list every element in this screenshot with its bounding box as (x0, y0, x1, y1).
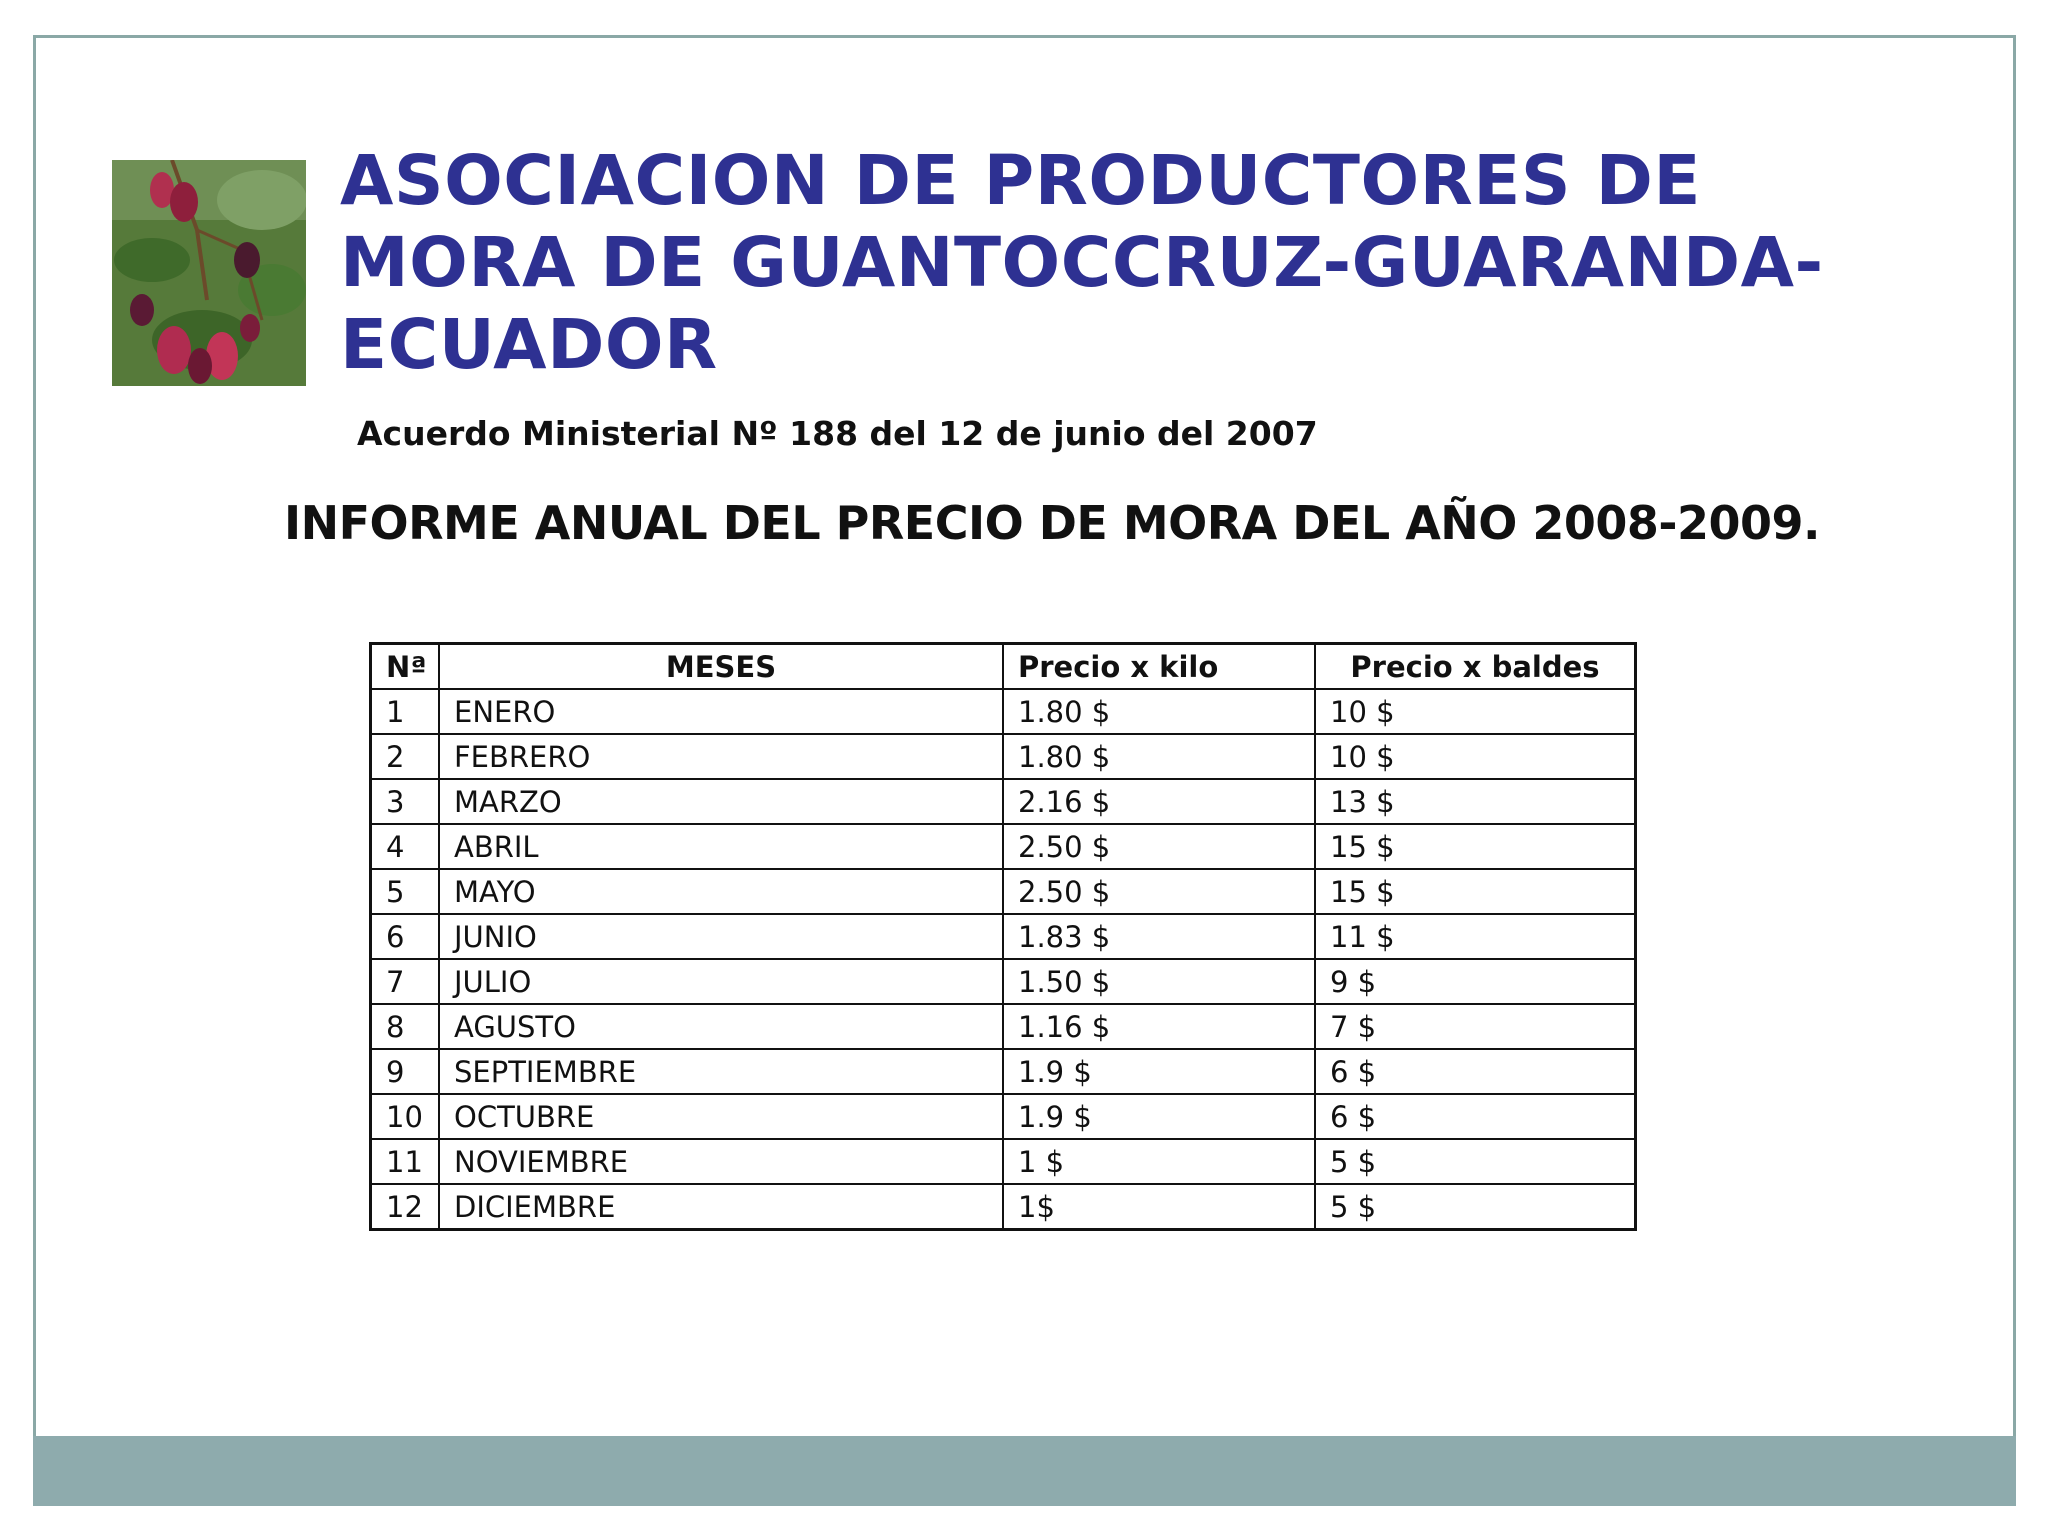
table-row (371, 1004, 1636, 1049)
header-number: Nª (371, 644, 440, 690)
cell-month: JUNIO (439, 914, 1003, 959)
cell-number: 1 (371, 689, 440, 734)
price-table (369, 642, 1637, 1231)
cell-price-kilo: 1.9 $ (1003, 1094, 1315, 1139)
cell-price-bucket: 7 $ (1315, 1004, 1636, 1049)
cell-price-bucket: 9 $ (1315, 959, 1636, 1004)
cell-month: MARZO (439, 779, 1003, 824)
table-row (371, 1094, 1636, 1139)
table-row (371, 824, 1636, 869)
cell-price-bucket: 10 $ (1315, 734, 1636, 779)
cell-month: DICIEMBRE (439, 1184, 1003, 1230)
cell-number: 2 (371, 734, 440, 779)
cell-price-kilo: 2.16 $ (1003, 779, 1315, 824)
cell-number: 7 (371, 959, 440, 1004)
table-row (371, 1139, 1636, 1184)
cell-number: 11 (371, 1139, 440, 1184)
blackberry-photo (112, 160, 306, 386)
cell-price-bucket: 13 $ (1315, 779, 1636, 824)
cell-price-kilo: 1.50 $ (1003, 959, 1315, 1004)
title-line: ECUADOR (340, 305, 718, 385)
table-row (371, 959, 1636, 1004)
cell-number: 5 (371, 869, 440, 914)
cell-price-kilo: 1.9 $ (1003, 1049, 1315, 1094)
cell-price-bucket: 5 $ (1315, 1184, 1636, 1230)
cell-number: 8 (371, 1004, 440, 1049)
table-row (371, 779, 1636, 824)
cell-number: 10 (371, 1094, 440, 1139)
cell-month: NOVIEMBRE (439, 1139, 1003, 1184)
cell-price-kilo: 2.50 $ (1003, 824, 1315, 869)
page-title (340, 140, 1840, 386)
cell-price-bucket: 10 $ (1315, 689, 1636, 734)
cell-number: 4 (371, 824, 440, 869)
title-line: MORA DE GUANTOCCRUZ-GUARANDA- (340, 223, 1824, 303)
title-line: ASOCIACION DE PRODUCTORES DE (340, 141, 1702, 221)
cell-price-kilo: 1.80 $ (1003, 734, 1315, 779)
header-price-kilo: Precio x kilo (1003, 644, 1315, 690)
cell-price-bucket: 6 $ (1315, 1049, 1636, 1094)
table-row (371, 734, 1636, 779)
cell-price-kilo: 1 $ (1003, 1139, 1315, 1184)
cell-price-bucket: 15 $ (1315, 824, 1636, 869)
cell-month: SEPTIEMBRE (439, 1049, 1003, 1094)
cell-month: MAYO (439, 869, 1003, 914)
report-title: INFORME ANUAL DEL PRECIO DE MORA DEL AÑO 2008-2009. (284, 496, 1821, 550)
table-row (371, 1184, 1636, 1230)
cell-month: FEBRERO (439, 734, 1003, 779)
cell-price-bucket: 5 $ (1315, 1139, 1636, 1184)
cell-number: 9 (371, 1049, 440, 1094)
table-row (371, 689, 1636, 734)
cell-price-kilo: 2.50 $ (1003, 869, 1315, 914)
cell-month: JULIO (439, 959, 1003, 1004)
cell-price-kilo: 1.83 $ (1003, 914, 1315, 959)
cell-price-bucket: 11 $ (1315, 914, 1636, 959)
table-header-row (371, 644, 1636, 690)
cell-month: ABRIL (439, 824, 1003, 869)
table-row (371, 914, 1636, 959)
table-row (371, 869, 1636, 914)
cell-price-bucket: 6 $ (1315, 1094, 1636, 1139)
footer-band (33, 1436, 2016, 1506)
cell-month: AGUSTO (439, 1004, 1003, 1049)
cell-number: 6 (371, 914, 440, 959)
table-row (371, 1049, 1636, 1094)
cell-month: ENERO (439, 689, 1003, 734)
cell-number: 12 (371, 1184, 440, 1230)
subtitle: Acuerdo Ministerial Nº 188 del 12 de junio del 2007 (357, 414, 1318, 453)
header-price-bucket: Precio x baldes (1315, 644, 1636, 690)
cell-price-kilo: 1.16 $ (1003, 1004, 1315, 1049)
header-months: MESES (439, 644, 1003, 690)
cell-number: 3 (371, 779, 440, 824)
cell-price-bucket: 15 $ (1315, 869, 1636, 914)
cell-month: OCTUBRE (439, 1094, 1003, 1139)
cell-price-kilo: 1.80 $ (1003, 689, 1315, 734)
cell-price-kilo: 1$ (1003, 1184, 1315, 1230)
